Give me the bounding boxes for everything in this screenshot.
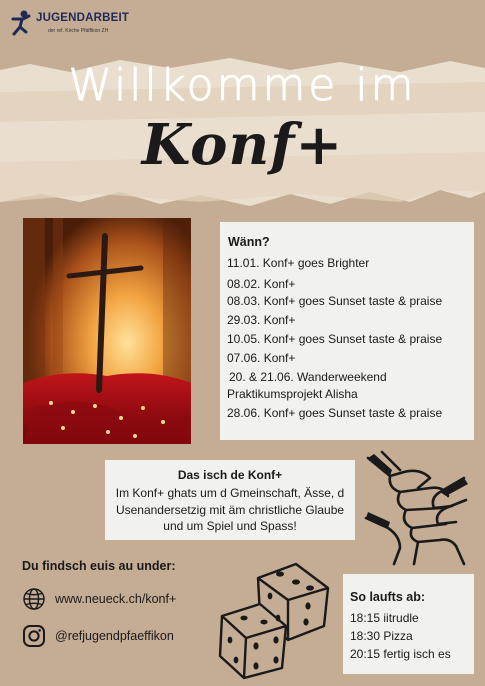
logo-name: JUGENDARBEIT — [36, 12, 130, 24]
website-link[interactable]: www.neueck.ch/konf+ — [55, 592, 177, 606]
schedule-box — [220, 222, 474, 440]
about-box — [105, 460, 355, 540]
title-line-1: Willkomme im — [68, 60, 417, 111]
about-text: Im Konf+ ghats um d Gmeinschaft, Ässe, d Usenandersetzig mit äm christliche Glaube und um Spiel und Spass! — [115, 486, 345, 533]
schedule-item: 11.01. Konf+ goes Brighter — [227, 256, 370, 270]
agenda-item: 18:30 Pizza — [350, 629, 413, 643]
dice-icon — [216, 560, 334, 680]
organization-logo — [10, 8, 160, 44]
stacked-hands-icon — [360, 448, 472, 568]
agenda-item: 20:15 fertig isch es — [350, 647, 451, 661]
schedule-heading: Wänn? — [228, 235, 270, 249]
about-heading: Das isch de Konf+ — [177, 468, 283, 482]
schedule-item: 29.03. Konf+ — [227, 313, 296, 327]
schedule-item: 10.05. Konf+ goes Sunset taste & praise — [227, 332, 443, 346]
cross-photo — [23, 218, 191, 444]
title-line-2: Konf+ — [141, 112, 344, 178]
schedule-item: Praktikumsprojekt Alisha — [227, 387, 358, 401]
schedule-item: 08.02. Konf+ — [227, 277, 296, 291]
agenda-box — [343, 574, 474, 674]
agenda-item: 18:15 iitrudle — [350, 611, 419, 625]
contact-label: Du findsch euis au under: — [22, 559, 176, 573]
schedule-item: 20. & 21.06. Wanderweekend — [229, 370, 387, 384]
logo-subtitle: der ref. Kirche Pfäffikon ZH — [48, 28, 109, 34]
schedule-item: 08.03. Konf+ goes Sunset taste & praise — [227, 294, 443, 308]
instagram-link[interactable]: @refjugendpfaeffikon — [55, 629, 174, 643]
schedule-item: 28.06. Konf+ goes Sunset taste & praise — [227, 406, 443, 420]
schedule-item: 07.06. Konf+ — [227, 351, 296, 365]
jumping-figure-icon — [10, 10, 32, 36]
agenda-heading: So laufts ab: — [350, 590, 426, 604]
instagram-icon — [22, 624, 46, 648]
globe-icon — [22, 587, 46, 611]
